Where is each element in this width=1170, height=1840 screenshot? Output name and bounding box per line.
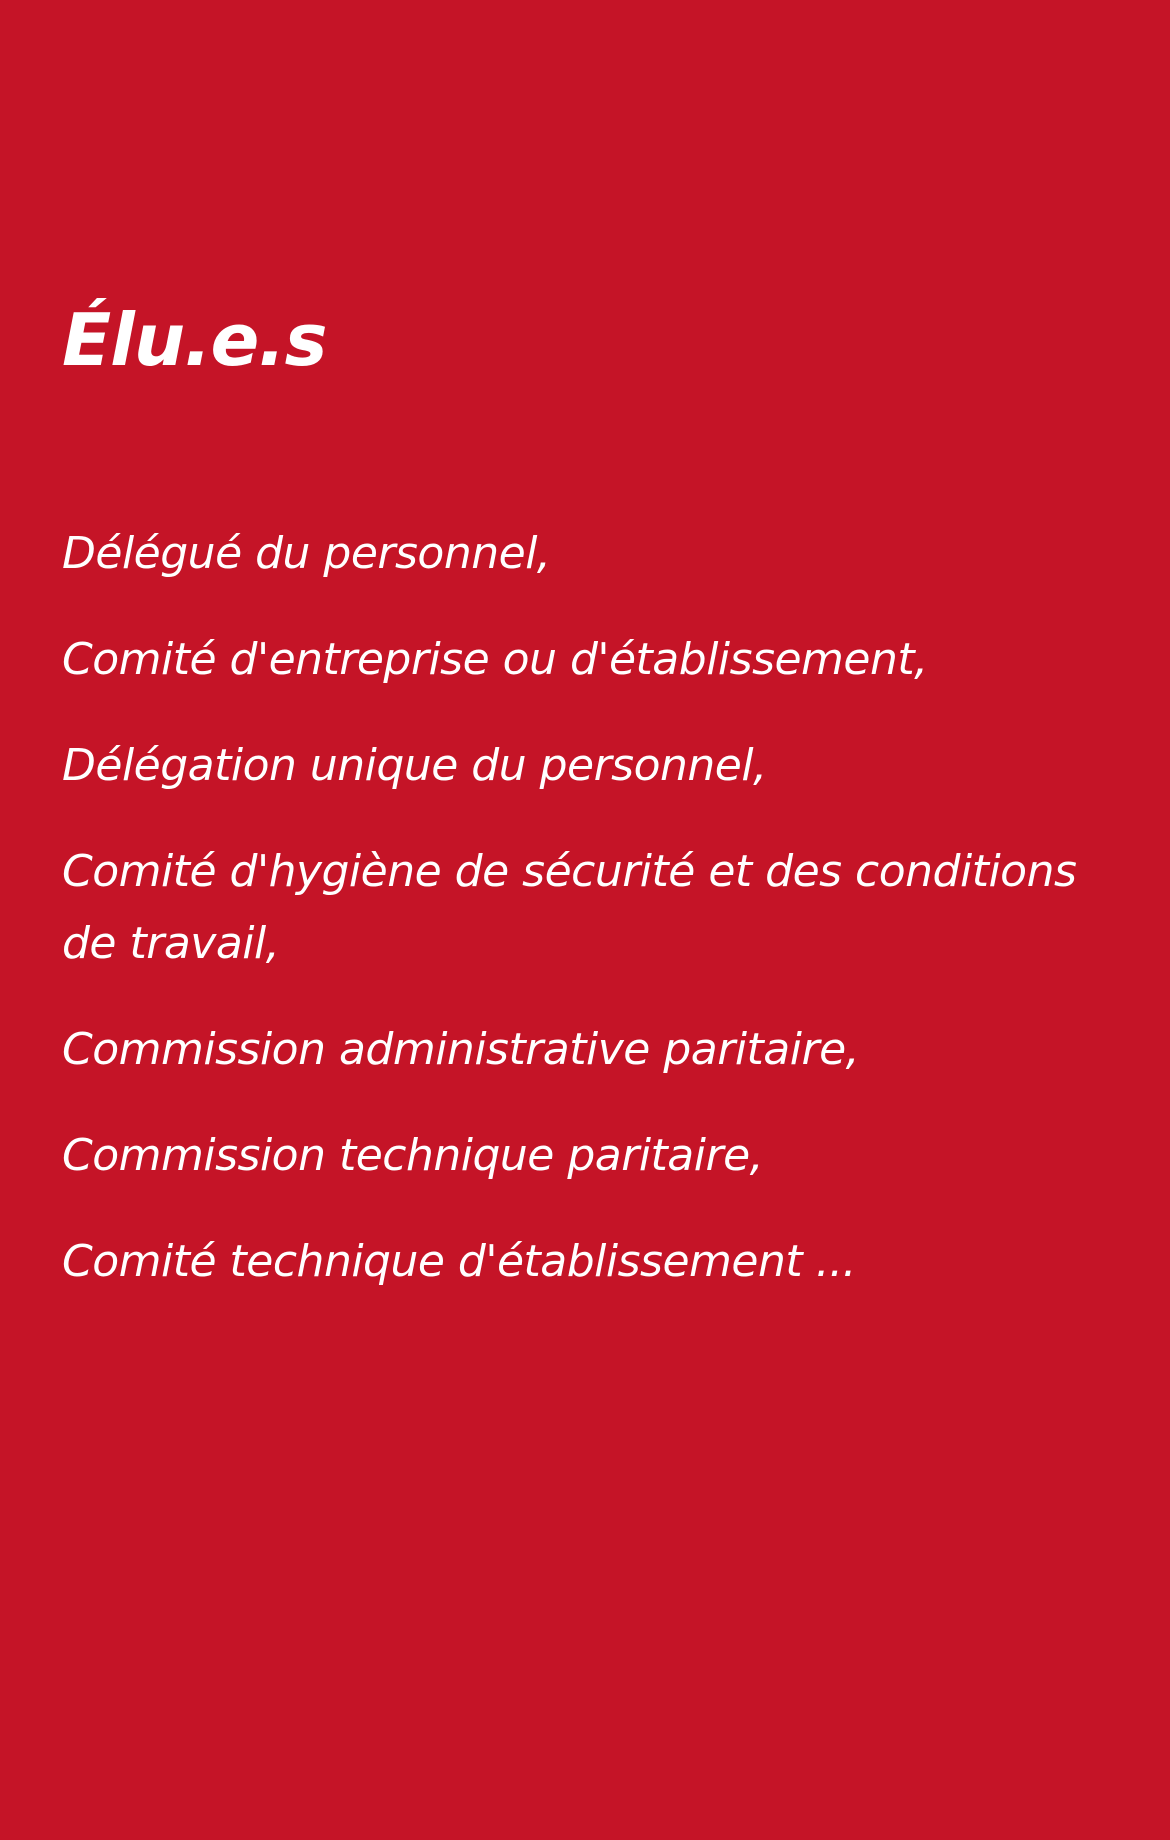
list-item: Délégué du personnel,	[62, 528, 551, 579]
list-item: Comité technique d'établissement ...	[62, 1236, 857, 1287]
page-title: Élu.e.s	[62, 298, 327, 382]
list-item: Commission administrative paritaire,	[62, 1024, 860, 1075]
list-item: Comité d'entreprise ou d'établissement,	[62, 634, 928, 685]
list-item: Délégation unique du personnel,	[62, 740, 767, 791]
list-item: Commission technique paritaire,	[62, 1130, 764, 1181]
list-item: Comité d'hygiène de sécurité et des conditions de travail,	[62, 846, 1077, 969]
bodies-list	[62, 518, 1122, 1332]
